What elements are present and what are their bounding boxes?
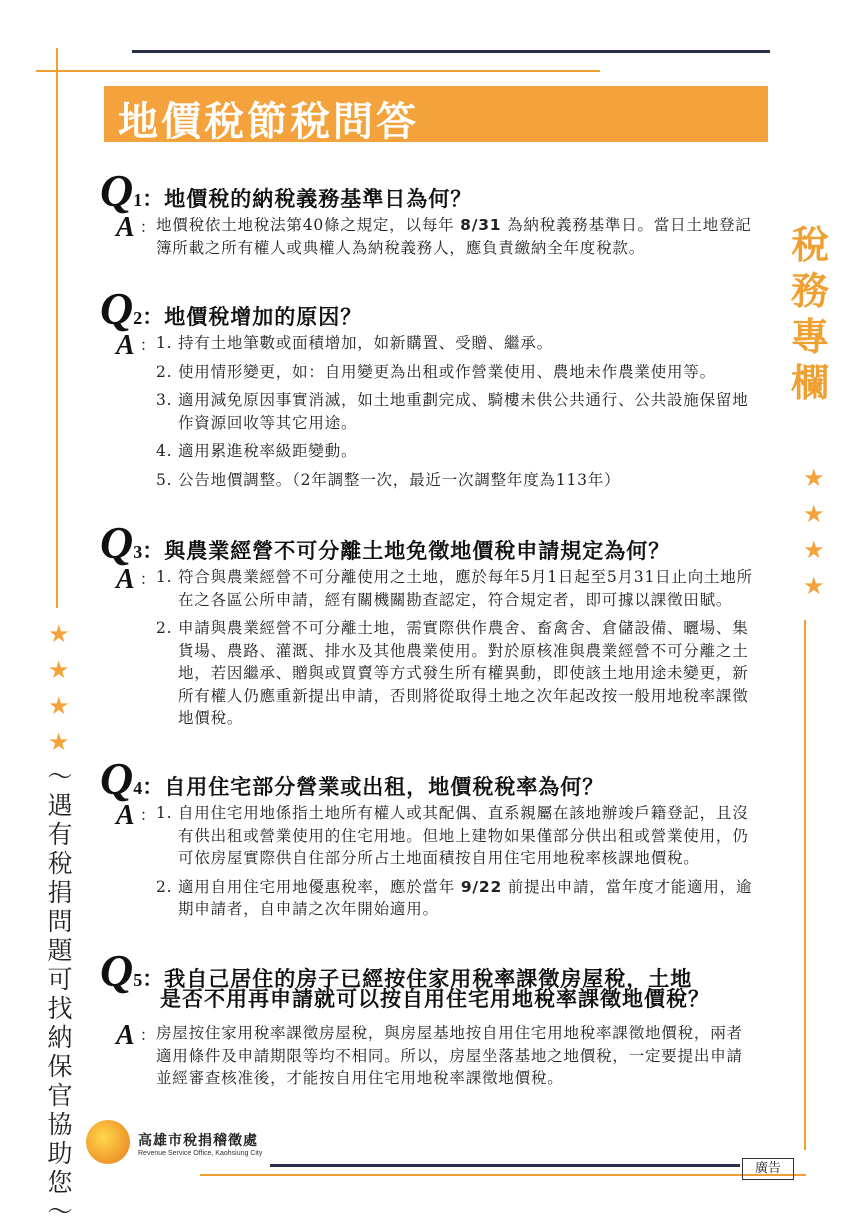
- list-item: 1. 自用住宅用地係指土地所有權人或其配偶、直系親屬在該地辦竣戶籍登記，且沒有供出租或營業使用的住宅用地。但地上建物如果僅部分供出租或營業使用，仍可依房屋實際供自住部分所占土地面積按自用住宅用地稅率核課地價稅。: [156, 804, 749, 867]
- right-stars: [803, 466, 827, 598]
- star-icon: ★: [48, 728, 70, 756]
- question-2: [100, 283, 363, 334]
- star-icon: ★: [803, 536, 825, 564]
- question-text: ：地價稅的納稅義務基準日為何？: [142, 186, 473, 211]
- a-mark: A: [116, 800, 135, 831]
- question-number: 4: [133, 778, 143, 798]
- question-number: 3: [133, 542, 143, 562]
- question-4: [100, 753, 605, 804]
- agency-name-en: Revenue Service Office, Kaohsiung City: [138, 1150, 263, 1157]
- ad-label: 廣告: [742, 1158, 794, 1180]
- a-colon: ：: [140, 806, 156, 824]
- list-item: 3. 適用減免原因事實消滅，如土地重劃完成、騎樓未供公共通行、公共設施保留地作資源回收等其它用途。: [156, 391, 749, 432]
- a-mark: A: [116, 212, 135, 243]
- question-1: [100, 165, 473, 216]
- answer-list: [156, 332, 756, 491]
- star-icon: ★: [48, 620, 70, 648]
- answer-text: 房屋按住家用稅率課徵房屋稅，與房屋基地按自用住宅用地稅率課徵地價稅，兩者適用條件及申請期限等均不相同。所以，房屋坐落基地之地價稅，一定要提出申請並經審查核准後，才能按自用住宅用地稅率課徵地價稅。: [156, 1024, 743, 1087]
- q-mark: Q: [100, 165, 134, 216]
- a-mark: A: [116, 564, 135, 595]
- bottom-rule: [270, 1164, 740, 1167]
- column-title: 稅務專欄: [790, 223, 829, 405]
- q-mark: Q: [100, 945, 134, 996]
- top-rule: [132, 50, 770, 53]
- a-colon: ：: [140, 336, 156, 354]
- answer-text: 地價稅依土地稅法第40條之規定，以每年 8/31 為納稅義務基準日。當日土地登記簿所載之所有權人或典權人為納稅義務人，應負責繳納全年度稅款。: [156, 216, 752, 257]
- answer-list: [156, 802, 756, 921]
- question-number: 5: [133, 970, 143, 990]
- left-orange-vline: [56, 48, 58, 608]
- bottom-orange-line: [200, 1174, 806, 1176]
- question-text: ：我自己居住的房子已經按住家用稅率課徵房屋稅，土地: [142, 966, 693, 991]
- list-item: 1. 符合與農業經營不可分離使用之土地，應於每年5月1日起至5月31日止向土地所在之各區公所申請，經有關機關勘查認定，符合規定者，即可據以課徵田賦。: [156, 568, 753, 609]
- star-icon: ★: [803, 464, 825, 492]
- a-colon: ：: [140, 1026, 156, 1044]
- list-item: 5. 公告地價調整。（2年調整一次，最近一次調整年度為113年）: [156, 470, 621, 489]
- star-icon: ★: [48, 692, 70, 720]
- page-title: 地價稅節稅問答: [118, 99, 419, 145]
- deadline-date: 9/22: [460, 877, 503, 896]
- answer-1: [116, 214, 756, 259]
- star-icon: ★: [803, 572, 825, 600]
- q-mark: Q: [100, 753, 134, 804]
- a-colon: ：: [140, 218, 156, 236]
- question-text: ：自用住宅部分營業或出租，地價稅稅率為何？: [142, 774, 605, 799]
- agency-logo-icon: [86, 1120, 130, 1164]
- question-text: ：地價稅增加的原因？: [142, 304, 363, 329]
- list-item: 1. 持有土地筆數或面積增加，如新購置、受贈、繼承。: [156, 334, 553, 352]
- answer-2: [116, 332, 756, 491]
- question-number: 1: [133, 190, 143, 210]
- a-mark: A: [116, 330, 135, 361]
- star-icon: ★: [48, 656, 70, 684]
- answer-3: [116, 566, 756, 730]
- answer-5: [116, 1022, 756, 1090]
- list-item: 4. 適用累進稅率級距變動。: [156, 442, 358, 460]
- side-note: ～遇有稅捐問題可找納保官協助您～: [47, 762, 73, 1226]
- top-orange-line: [36, 70, 600, 72]
- a-mark: A: [116, 1020, 135, 1051]
- due-date: 8/31: [460, 216, 502, 234]
- answer-list: [156, 566, 756, 730]
- answer-4: [116, 802, 756, 921]
- question-text-line2: 是否不用再申請就可以按自用住宅用地稅率課徵地價稅？: [160, 986, 710, 1011]
- q-mark: Q: [100, 517, 134, 568]
- agency-name: 高雄市稅捐稽徵處: [138, 1133, 258, 1149]
- list-item: 2. 適用自用住宅用地優惠稅率，應於當年 9/22 前提出申請，當年度才能適用，逾期申請者，自申請之次年開始適用。: [156, 877, 753, 918]
- list-item: 2. 申請與農業經營不可分離土地，需實際供作農舍、畜禽舍、倉儲設備、曬場、集貨場、農路、灌溉、排水及其他農業使用。對於原核准與農業經營不可分離之土地，若因繼承、贈與或買賣等方式發生所有權異動，即使該土地用途未變更，新所有權人仍應重新提出申請，否則將從取得土地之次年起改按一般用地稅率課徵地價稅。: [156, 619, 749, 727]
- list-item: 2. 使用情形變更，如：自用變更為出租或作營業使用、農地未作農業使用等。: [156, 362, 716, 381]
- question-text: ：與農業經營不可分離土地免徵地價稅申請規定為何？: [142, 538, 671, 563]
- a-colon: ：: [140, 570, 156, 588]
- star-icon: ★: [803, 500, 825, 528]
- right-orange-vline: [804, 620, 806, 1150]
- question-3: [100, 517, 671, 568]
- question-number: 2: [133, 308, 143, 328]
- left-stars: [48, 622, 72, 754]
- q-mark: Q: [100, 283, 134, 334]
